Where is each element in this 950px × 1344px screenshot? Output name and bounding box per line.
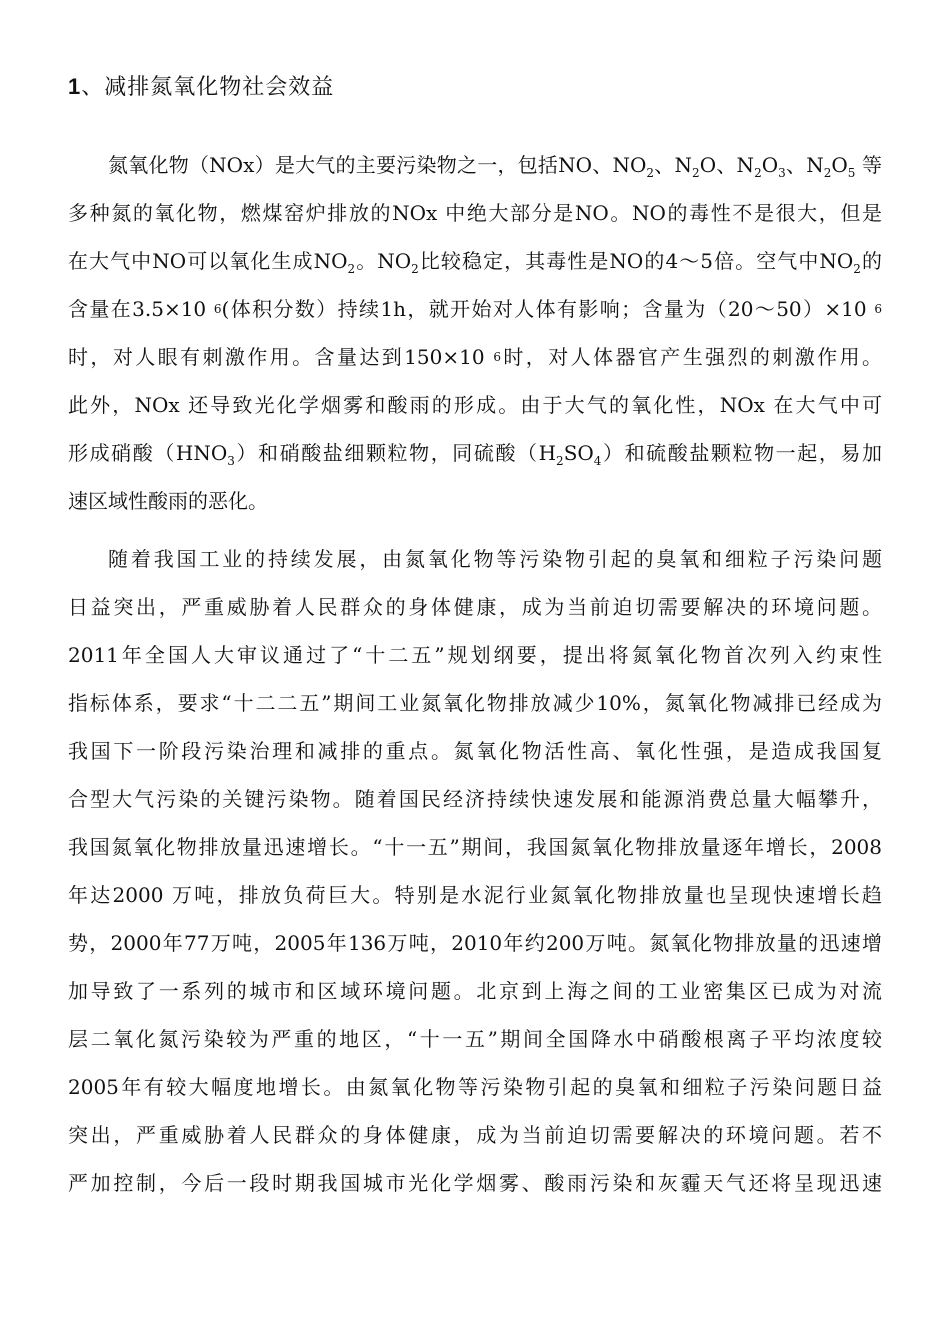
section-title: 、减排氮氧化物社会效益: [81, 75, 335, 100]
paragraph-line: 突出，严重威胁着人民群众的身体健康，成为当前迫切需要解决的环境问题。若不: [68, 1123, 882, 1147]
paragraph-line: 势，2000年77万吨，2005年136万吨，2010年约200万吨。氮氧化物排放量的迅速增: [68, 931, 882, 955]
section-number: 1: [68, 74, 82, 99]
paragraph-line: 多种氮的氧化物，燃煤窑炉排放的NOx 中绝大部分是NO。NO的毒性不是很大，但是: [68, 201, 882, 225]
paragraph-line: 严加控制，今后一段时期我国城市光化学烟雾、酸雨污染和灰霾天气还将呈现迅速: [68, 1171, 882, 1195]
paragraph-line: 加导致了一系列的城市和区域环境问题。北京到上海之间的工业密集区已成为对流: [68, 979, 882, 1003]
paragraph-line: 合型大气污染的关键污染物。随着国民经济持续快速发展和能源消费总量大幅攀升，: [68, 787, 882, 811]
paragraph-line: 含量在3.5×10 $^6$(体积分数）持续1h，就开始对人体有影响；含量为（20～50）×10 $^6$: [68, 297, 882, 321]
paragraph-line: 氮氧化物（NOx）是大气的主要污染物之一，包括NO、$NO_2$、$N_2O$、$N_2O_3$、$N_2O_5$ 等: [108, 153, 882, 180]
paragraph-line: 此外，NOx 还导致光化学烟雾和酸雨的形成。由于大气的氧化性，NOx 在大气中可: [68, 393, 882, 417]
paragraph-line: 年达2000 万吨，排放负荷巨大。特别是水泥行业氮氧化物排放量也呈现快速增长趋: [68, 883, 882, 907]
section-heading: [68, 70, 334, 105]
paragraph-line: 层二氧化氮污染较为严重的地区，“十一五”期间全国降水中硝酸根离子平均浓度较: [68, 1027, 882, 1051]
paragraph-line: 随着我国工业的持续发展，由氮氧化物等污染物引起的臭氧和细粒子污染问题: [108, 547, 882, 571]
paragraph-line: 指标体系，要求“十二二五”期间工业氮氧化物排放减少10%，氮氧化物减排已经成为: [68, 691, 882, 715]
paragraph-line: 速区域性酸雨的恶化。: [68, 489, 268, 513]
paragraph-line: 我国氮氧化物排放量迅速增长。“十一五”期间，我国氮氧化物排放量逐年增长，2008: [68, 835, 882, 859]
paragraph-line: 日益突出，严重威胁着人民群众的身体健康，成为当前迫切需要解决的环境问题。: [68, 595, 882, 619]
paragraph-line: 2011年全国人大审议通过了“十二五”规划纲要，提出将氮氧化物首次列入约束性: [68, 643, 882, 667]
paragraph-line: 我国下一阶段污染治理和减排的重点。氮氧化物活性高、氧化性强，是造成我国复: [68, 739, 882, 763]
paragraph-line: 2005年有较大幅度地增长。由氮氧化物等污染物引起的臭氧和细粒子污染问题日益: [68, 1075, 882, 1099]
paragraph-line: 在大气中NO可以氧化生成$NO_2$。$NO_2$比较稳定，其毒性是NO的4～5倍。空气中$NO_2$的: [68, 249, 882, 276]
paragraph-line: 时，对人眼有刺激作用。含量达到150×10 $^6$时，对人体器官产生强烈的刺激作用。: [68, 345, 882, 369]
paragraph-line: 形成硝酸$(HNO_3)$和硝酸盐细颗粒物，同硫酸$(H_2SO_4)$和硫酸盐颗粒物一起，易加: [68, 441, 882, 468]
